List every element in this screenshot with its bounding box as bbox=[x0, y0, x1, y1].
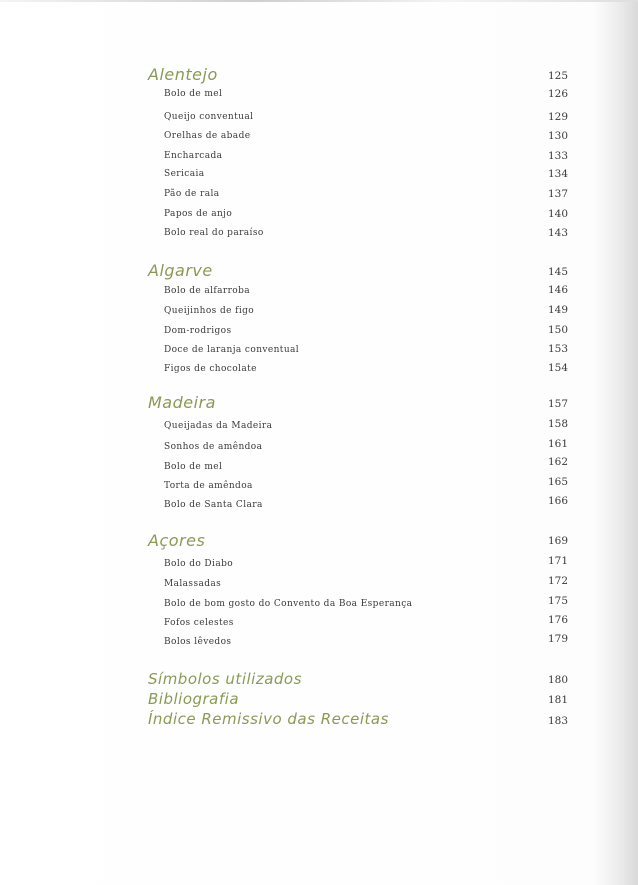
list-item: Bolo de alfarroba bbox=[164, 286, 251, 296]
list-item-page: 149 bbox=[547, 304, 568, 316]
list-item-page: 161 bbox=[547, 438, 568, 450]
section-title-acores: Açores bbox=[148, 531, 206, 550]
list-item: Bolo do Diabo bbox=[164, 559, 234, 569]
list-item: Bolo de mel bbox=[164, 462, 223, 472]
section-title-alentejo: Alentejo bbox=[148, 65, 218, 84]
list-item: Queijadas da Madeira bbox=[164, 421, 273, 431]
section-page-algarve: 145 bbox=[547, 266, 568, 278]
list-item-page: 126 bbox=[547, 88, 568, 100]
appendix-title-bibliografia: Bibliografia bbox=[148, 690, 240, 708]
list-item: Bolo de bom gosto do Convento da Boa Esperança bbox=[164, 599, 413, 609]
section-title-algarve: Algarve bbox=[148, 261, 213, 280]
list-item: Torta de amêndoa bbox=[164, 481, 253, 491]
list-item: Pão de rala bbox=[164, 189, 220, 199]
list-item-page: 153 bbox=[547, 343, 568, 355]
list-item-page: 158 bbox=[547, 418, 568, 430]
list-item: Bolo de Santa Clara bbox=[164, 500, 263, 510]
section-page-madeira: 157 bbox=[547, 398, 568, 410]
appendix-title-simbolos: Símbolos utilizados bbox=[148, 670, 302, 688]
list-item-page: 176 bbox=[547, 614, 568, 626]
page-top-edge bbox=[0, 0, 638, 2]
section-page-acores: 169 bbox=[547, 535, 568, 547]
list-item-page: 137 bbox=[547, 188, 568, 200]
list-item: Bolo de mel bbox=[164, 89, 223, 99]
list-item-page: 129 bbox=[547, 111, 568, 123]
list-item: Queijinhos de figo bbox=[164, 306, 255, 316]
list-item-page: 140 bbox=[547, 208, 568, 220]
list-item: Fofos celestes bbox=[164, 618, 234, 628]
list-item: Queijo conventual bbox=[164, 112, 254, 122]
list-item: Bolos lêvedos bbox=[164, 637, 232, 647]
list-item: Papos de anjo bbox=[164, 209, 233, 219]
list-item: Orelhas de abade bbox=[164, 131, 251, 141]
list-item-page: 130 bbox=[547, 130, 568, 142]
list-item-page: 134 bbox=[547, 168, 568, 180]
list-item-page: 146 bbox=[547, 284, 568, 296]
section-title-madeira: Madeira bbox=[148, 393, 216, 412]
list-item: Malassadas bbox=[164, 579, 222, 589]
list-item: Encharcada bbox=[164, 151, 223, 161]
list-item: Sericaia bbox=[164, 169, 205, 179]
list-item: Dom-rodrigos bbox=[164, 326, 232, 336]
list-item-page: 143 bbox=[547, 227, 568, 239]
list-item-page: 150 bbox=[547, 324, 568, 336]
appendix-page-simbolos: 180 bbox=[547, 674, 568, 686]
list-item-page: 154 bbox=[547, 362, 568, 374]
section-page-alentejo: 125 bbox=[547, 70, 568, 82]
list-item: Sonhos de amêndoa bbox=[164, 442, 263, 452]
list-item-page: 175 bbox=[547, 595, 568, 607]
list-item: Doce de laranja conventual bbox=[164, 345, 300, 355]
list-item-page: 171 bbox=[547, 555, 568, 567]
list-item: Bolo real do paraíso bbox=[164, 228, 264, 238]
list-item-page: 172 bbox=[547, 575, 568, 587]
appendix-page-bibliografia: 181 bbox=[547, 694, 568, 706]
list-item: Figos de chocolate bbox=[164, 364, 257, 374]
list-item-page: 165 bbox=[547, 476, 568, 488]
list-item-page: 179 bbox=[547, 633, 568, 645]
list-item-page: 133 bbox=[547, 150, 568, 162]
appendix-title-indice: Índice Remissivo das Receitas bbox=[148, 710, 389, 728]
list-item-page: 162 bbox=[547, 456, 568, 468]
list-item-page: 166 bbox=[547, 495, 568, 507]
appendix-page-indice: 183 bbox=[547, 715, 568, 727]
